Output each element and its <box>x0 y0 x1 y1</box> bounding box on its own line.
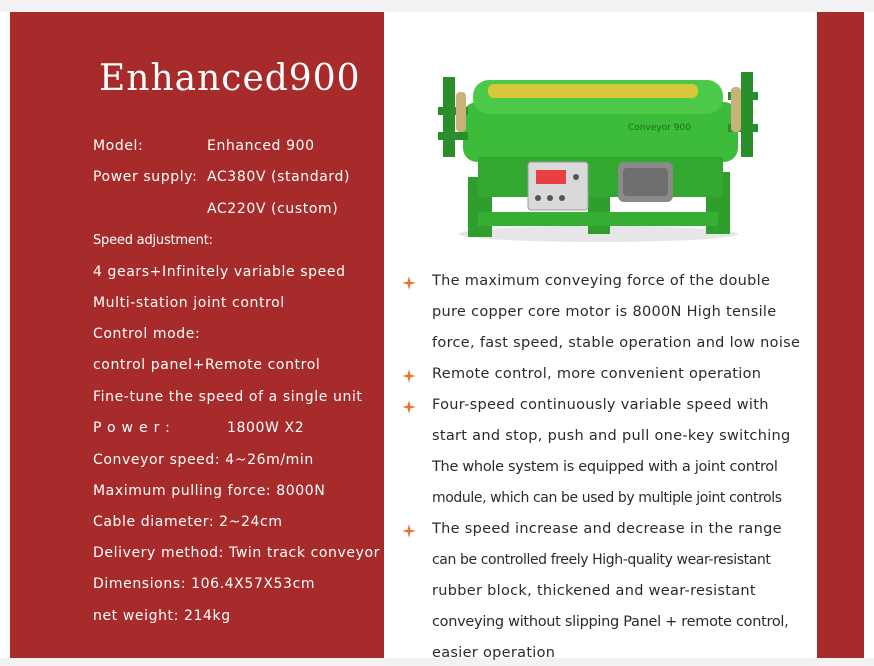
spec-speed-adjustment-value: 4 gears+Infinitely variable speed <box>93 264 346 280</box>
feature-1-line-2: pure copper core motor is 8000N High tensile <box>432 304 777 320</box>
spec-dimensions: Dimensions: 106.4X57X53cm <box>93 576 316 592</box>
star-bullet-icon <box>402 524 416 538</box>
spec-net-weight: net weight: 214kg <box>93 608 231 624</box>
feature-1-line-1: The maximum conveying force of the double <box>432 273 771 289</box>
feature-4-line-3: rubber block, thickened and wear-resistant <box>432 583 756 599</box>
feature-3-line-3: The whole system is equipped with a joint control <box>432 459 778 475</box>
spec-speed-adjustment-label: Speed adjustment: <box>93 233 213 248</box>
feature-1-line-3: force, fast speed, stable operation and low noise <box>432 335 801 351</box>
spec-fine-tune: Fine-tune the speed of a single unit <box>93 389 363 405</box>
spec-model-label: Model: <box>93 138 144 154</box>
spec-delivery-method: Delivery method: Twin track conveyor <box>93 545 381 561</box>
spec-model-value: Enhanced 900 <box>207 138 315 154</box>
feature-2-line-1: Remote control, more convenient operation <box>432 366 762 382</box>
spec-power-label: Power: <box>93 420 176 436</box>
star-bullet-icon <box>402 400 416 414</box>
spec-power-supply <box>93 169 351 185</box>
spec-control-mode-label: Control mode: <box>93 326 201 342</box>
spec-model <box>93 138 315 154</box>
feature-3-line-4: module, which can be used by multiple joint controls <box>432 490 782 506</box>
spec-power-supply-label: Power supply: <box>93 169 198 185</box>
conveyor-label: Conveyor 900 <box>628 123 691 133</box>
feature-4-line-5: easier operation <box>432 645 556 661</box>
feature-4-line-2: can be controlled freely High-quality wear-resistant <box>432 552 771 568</box>
star-bullet-icon <box>402 369 416 383</box>
spec-conveyor-speed: Conveyor speed: 4~26m/min <box>93 452 314 468</box>
spec-multi-station: Multi-station joint control <box>93 295 285 311</box>
spec-cable-diameter: Cable diameter: 2~24cm <box>93 514 283 530</box>
star-bullet-icon <box>402 276 416 290</box>
product-title: Enhanced900 <box>99 58 361 99</box>
spec-power-supply-value-2: AC220V (custom) <box>207 201 339 217</box>
spec-power <box>93 420 305 436</box>
feature-3-line-2: start and stop, push and pull one-key switching <box>432 428 791 444</box>
spec-max-pulling-force: Maximum pulling force: 8000N <box>93 483 326 499</box>
top-margin <box>0 0 874 12</box>
feature-3-line-1: Four-speed continuously variable speed with <box>432 397 769 413</box>
feature-4-line-4: conveying without slipping Panel + remote control, <box>432 614 789 630</box>
spec-control-mode-value: control panel+Remote control <box>93 357 321 373</box>
spec-power-value: 1800W X2 <box>227 420 305 436</box>
right-red-strip <box>817 12 864 658</box>
conveyor-product-image <box>438 62 758 244</box>
spec-power-supply-value: AC380V (standard) <box>207 169 351 185</box>
feature-4-line-1: The speed increase and decrease in the range <box>432 521 782 537</box>
